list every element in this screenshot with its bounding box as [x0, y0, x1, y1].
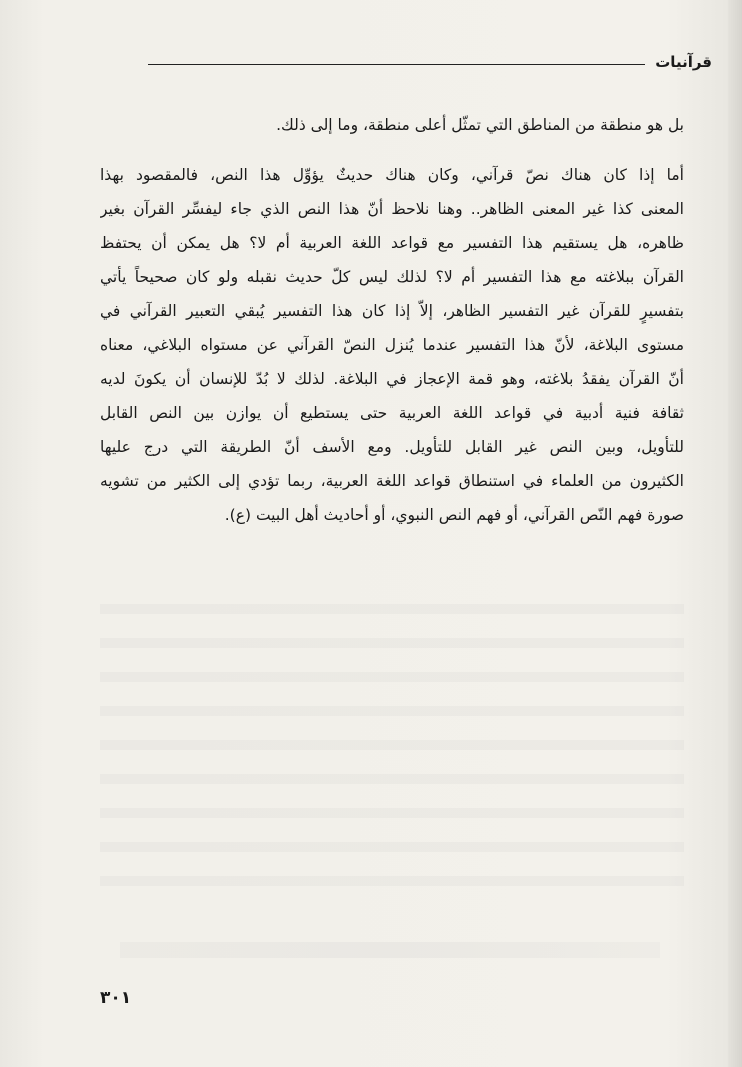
text-line: أما إذا كان هناك نصّ قرآني، وكان هناك حديثٌ يؤوِّل هذا النص، فالمقصود بهذا	[100, 166, 684, 184]
reverse-side-footnote-bleed	[120, 942, 660, 958]
text-line: المعنى كذا غير المعنى الظاهر.. وهنا نلاحظ أنّ هذا النص الذي جاء ليفسِّر القرآن بغير	[100, 200, 684, 218]
text-line: للتأويل، وبين النص غير القابل للتأويل. ومع الأسف أنّ الطريقة التي درج عليها	[100, 438, 684, 456]
reverse-side-bleed-through	[100, 590, 684, 890]
running-header	[148, 46, 712, 72]
text-line: بتفسيرٍ للقرآن غير التفسير الظاهر، إلاّ إذا كان هذا التفسير يُبقي التعبير القرآني في	[100, 302, 684, 320]
text-line: صورة فهم النّص القرآني، أو فهم النص النبوي، أو أحاديث أهل البيت (ع).	[224, 506, 684, 524]
paragraph-2	[100, 158, 684, 532]
text-line: بل هو منطقة من المناطق التي تمثّل أعلى منطقة، وما إلى ذلك.	[276, 116, 684, 134]
paragraph-1	[100, 108, 684, 142]
header-rule	[148, 64, 645, 65]
text-line: ظاهره، هل يستقيم هذا التفسير مع قواعد اللغة العربية أم لا؟ هل يمكن أن يحتفظ	[100, 234, 684, 252]
text-line: ثقافة فنية أدبية في قواعد اللغة العربية حتى يستطيع أن يوازن بين النص القابل	[100, 404, 684, 422]
page-edge-shadow	[728, 0, 742, 1067]
body-text	[100, 108, 684, 532]
text-line: أنّ القرآن يفقدُ بلاغته، وهو قمة الإعجاز في البلاغة. لذلك لا بُدّ للإنسان أن يكونَ لديه	[100, 370, 684, 388]
page-number: ٣٠١	[100, 988, 132, 1008]
text-line: الكثيرون من العلماء في استنطاق قواعد اللغة العربية، ربما تؤدي إلى الكثير من تشويه	[100, 472, 684, 490]
text-line: مستوى البلاغة، لأنّ هذا التفسير عندما يُنزل النصّ القرآني عن مستواه البلاغي، معناه	[100, 336, 684, 354]
text-line: القرآن ببلاغته مع هذا التفسير أم لا؟ لذلك ليس كلّ حديث نقبله ولو كان صحيحاً يأتي	[100, 268, 684, 286]
running-header-title: قرآنيات	[655, 53, 712, 71]
